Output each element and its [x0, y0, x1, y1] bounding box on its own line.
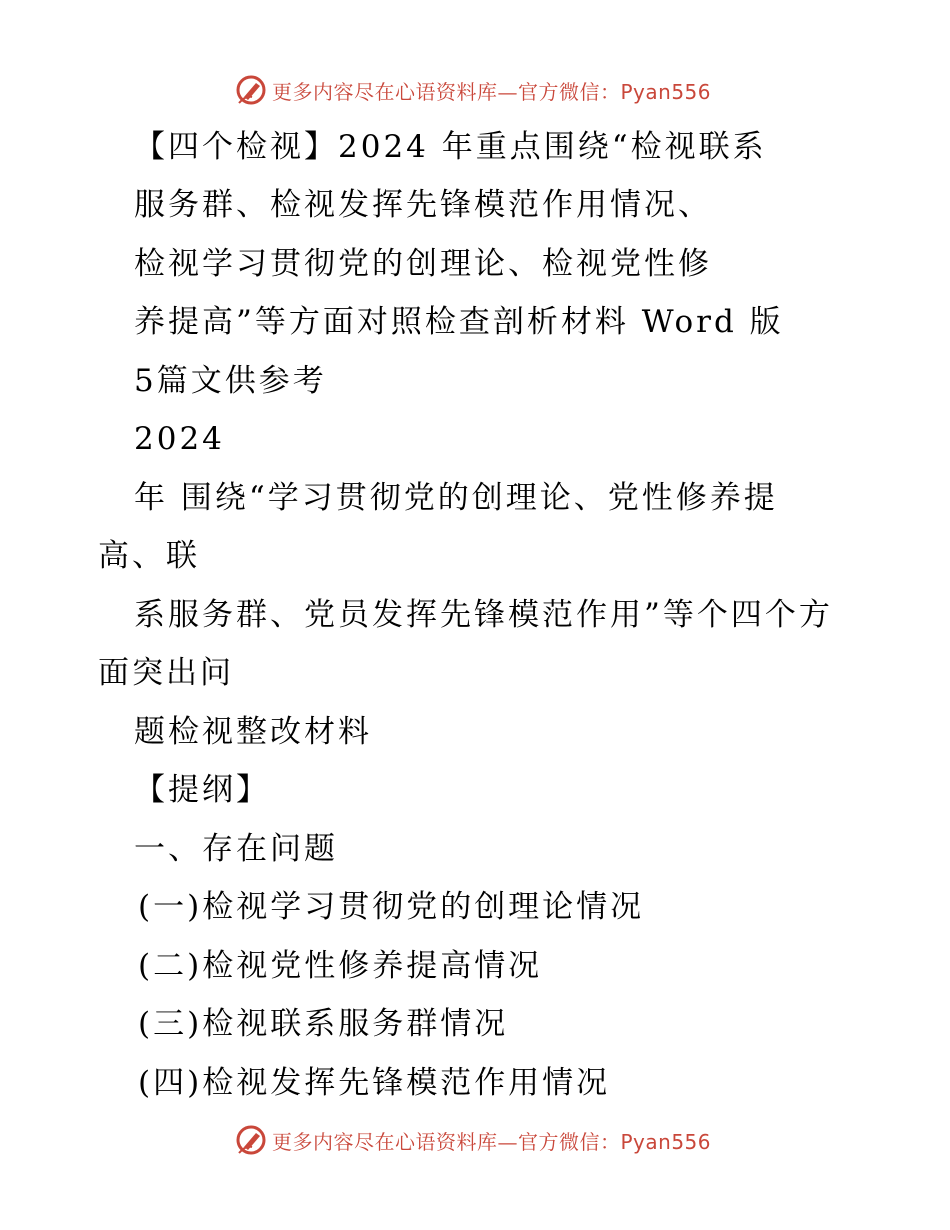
outline-item-2: (二)检视党性修养提高情况 [138, 948, 543, 984]
subtitle-line-5: 面突出问 [98, 655, 234, 691]
banner-text: 更多内容尽在心语资料库—官方微信：Pyan556 [272, 1129, 712, 1154]
section-heading: 一、存在问题 [134, 831, 338, 867]
title-line-5: 5篇文供参考 [134, 363, 327, 399]
banner-contact: Pyan556 [620, 79, 712, 104]
title-line-4: 养提高”等方面对照检查剖析材料 Word 版 [134, 304, 784, 340]
subtitle-line-2: 年 围绕“学习贯彻党的创理论、党性修养提 [134, 480, 778, 516]
outline-item-4: (四)检视发挥先锋模范作用情况 [138, 1065, 611, 1101]
footer-banner [234, 1120, 711, 1160]
banner-contact: Pyan556 [620, 1129, 712, 1154]
pen-logo-icon [234, 73, 268, 107]
pen-logo-icon [234, 1123, 268, 1157]
header-banner [234, 70, 711, 110]
outline-heading: 【提纲】 [134, 772, 270, 808]
title-line-1: 【四个检视】2024 年重点围绕“检视联系 [134, 129, 767, 165]
subtitle-line-1: 2024 [134, 421, 225, 457]
banner-text: 更多内容尽在心语资料库—官方微信：Pyan556 [272, 79, 712, 104]
outline-item-3: (三)检视联系服务群情况 [138, 1006, 509, 1042]
subtitle-line-4: 系服务群、党员发挥先锋模范作用”等个四个方 [134, 597, 833, 633]
outline-item-1: (一)检视学习贯彻党的创理论情况 [138, 889, 645, 925]
subtitle-line-6: 题检视整改材料 [134, 714, 372, 750]
title-line-3: 检视学习贯彻党的创理论、检视党性修 [134, 246, 712, 282]
title-line-2: 服务群、检视发挥先锋模范作用情况、 [134, 187, 712, 223]
subtitle-line-3: 高、联 [98, 538, 200, 574]
